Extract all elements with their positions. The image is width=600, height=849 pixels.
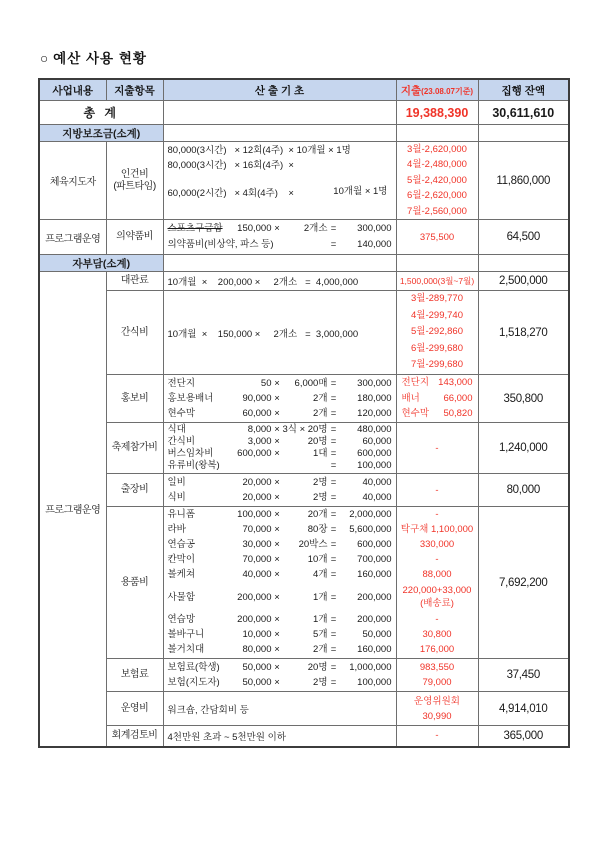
item-labor [106, 142, 163, 220]
formula-line [168, 522, 392, 537]
labor-formula-2: 80,000(3시간) × 16회(4주) × [167, 160, 294, 171]
labor-formula-shared-factor: 10개월 × 1명 [333, 186, 388, 197]
equals-sign: = [330, 524, 337, 535]
spend-amount: 79,000 [422, 677, 452, 688]
quantity: 2명 [313, 677, 328, 688]
item-name: 연습망 [167, 614, 196, 625]
quantity: 20명 [307, 662, 328, 673]
item-name: 볼바구니 [167, 629, 205, 640]
item-audit: 회계검토비 [106, 726, 163, 747]
item-name: 유니폼 [167, 509, 196, 520]
spend-committee-label: 운영위원회 [414, 695, 460, 707]
medicine-balance: 64,500 [478, 220, 569, 255]
medicine-basis-cell [163, 220, 396, 255]
spend-amount: 983,550 [419, 662, 455, 673]
table-header-row [39, 79, 569, 101]
labor-formula-1: 80,000(3시간) × 12회(4주) × 10개월 × 1명 [167, 145, 351, 156]
audit-row [39, 726, 569, 747]
item-name: 버스임차비 [167, 448, 214, 459]
times-sign: × [274, 393, 280, 404]
times-sign: × [274, 509, 280, 520]
formula-line [168, 537, 392, 552]
item-name: 칸막이 [167, 554, 196, 565]
trip-row [39, 474, 569, 507]
spend-amount: 탁구채 1,100,000 [400, 524, 474, 535]
labor-spend-july: 7월-2,560,000 [407, 205, 467, 217]
item-name: 전단지 [167, 378, 196, 389]
formula-line [168, 582, 392, 612]
festival-basis-cell [163, 423, 396, 474]
equals-sign: = [330, 644, 337, 655]
rent-basis: 10개월 × 200,000 × 2개소 = 4,000,000 [167, 277, 359, 289]
times-sign: × [274, 424, 280, 435]
empty-cell [478, 255, 569, 272]
spend-amount: 50,820 [443, 408, 473, 420]
quantity: 2개 [313, 393, 328, 404]
grand-total-spend: 19,388,390 [396, 101, 478, 125]
labor-spend-april: 4월-2,480,000 [407, 159, 467, 171]
quantity: 1개 [313, 591, 328, 603]
item-promo: 홍보비 [106, 375, 163, 423]
circle-bullet-icon: ○ [40, 51, 50, 66]
times-sign: × [274, 644, 280, 655]
amount: 180,000 [357, 393, 392, 404]
amount: 5,600,000 [349, 524, 392, 535]
rent-row [39, 272, 569, 291]
supplies-balance: 7,692,200 [478, 507, 569, 659]
budget-table [38, 78, 570, 748]
audit-basis: 4천만원 초과 ~ 5천만원 이하 [167, 731, 286, 743]
subsidy-subtotal-label: 지방보조금(소계) [39, 125, 163, 142]
unit-price: 50,000 [242, 662, 272, 673]
unit-price: 50,000 [242, 677, 272, 688]
amount: 700,000 [357, 554, 392, 565]
formula-line [168, 221, 392, 237]
formula-line [168, 552, 392, 567]
spend-header-label: 지출 [400, 84, 422, 97]
spend-amount: 30,990 [422, 710, 452, 722]
selfpay-subtotal-label: 자부담(소계) [39, 255, 163, 272]
amount: 50,000 [362, 629, 392, 640]
item-name: 사물함 [167, 591, 196, 603]
trip-balance: 80,000 [478, 474, 569, 507]
supplies-spend-cell [396, 507, 478, 659]
grand-total-label: 총 계 [39, 101, 163, 125]
unit-price: 200,000 [237, 614, 272, 625]
item-medicine: 의약품비 [106, 220, 163, 255]
unit-price: 150,000 [237, 223, 272, 235]
grand-total-row [39, 101, 569, 125]
promo-basis-cell [163, 375, 396, 423]
labor-spend-june: 6월-2,620,000 [407, 190, 467, 202]
amount: 300,000 [357, 378, 392, 389]
equals-sign: = [330, 569, 337, 580]
snack-spend-march: 3월-289,770 [411, 293, 463, 305]
quantity: 3식 × 20명 [282, 424, 328, 435]
labor-spend-may: 5월-2,420,000 [407, 174, 467, 186]
unit-price: 30,000 [242, 539, 272, 550]
equals-sign: = [330, 591, 337, 603]
unit-price: 60,000 [242, 408, 272, 419]
equals-sign: = [330, 239, 337, 251]
labor-basis-cell [163, 142, 396, 220]
snack-balance: 1,518,270 [478, 291, 569, 375]
item-name: 유류비(왕복) [167, 460, 220, 471]
item-name: 홍보용배너 [167, 393, 214, 404]
formula-line [168, 237, 392, 253]
item-name: 일비 [167, 477, 186, 488]
supplies-row [39, 507, 569, 659]
times-sign: × [274, 539, 280, 550]
equals-sign: = [330, 393, 337, 404]
labor-formula-3: 60,000(2시간) × 4회(4주) × [167, 188, 294, 199]
equals-sign: = [330, 662, 337, 673]
equals-sign: = [330, 424, 337, 435]
col-header-item: 지출항목 [106, 79, 163, 101]
equals-sign: = [330, 677, 337, 688]
amount: 120,000 [357, 408, 392, 419]
empty-cell [478, 125, 569, 142]
item-rent: 대관료 [106, 272, 163, 291]
snack-spend-cell [396, 291, 478, 375]
times-sign: × [274, 223, 280, 235]
times-sign: × [274, 662, 280, 673]
insurance-basis-cell [163, 659, 396, 692]
operations-basis: 워크숍, 간담회비 등 [167, 704, 249, 716]
unit-price: 70,000 [242, 554, 272, 565]
selfpay-subtotal-row [39, 255, 569, 272]
item-name: 현수막 [167, 408, 196, 419]
unit-price: 10,000 [242, 629, 272, 640]
trip-basis-cell [163, 474, 396, 507]
item-name: 스포츠구급함 [167, 223, 223, 235]
promo-spend-line [397, 406, 478, 422]
formula-line [168, 391, 392, 406]
equals-sign: = [330, 614, 337, 625]
formula-line [168, 567, 392, 582]
equals-sign: = [330, 477, 337, 488]
promo-spend-cell [396, 375, 478, 423]
subsidy-subtotal-row [39, 125, 569, 142]
amount: 200,000 [357, 614, 392, 625]
snack-row [39, 291, 569, 375]
item-name: 보험료(학생) [167, 662, 220, 673]
unit-price: 600,000 [237, 448, 272, 459]
col-header-balance: 집행 잔액 [478, 79, 569, 101]
insurance-row [39, 659, 569, 692]
spend-amount: 143,000 [438, 377, 473, 389]
equals-sign: = [330, 554, 337, 565]
times-sign: × [274, 408, 280, 419]
item-name: 간식비 [167, 436, 196, 447]
item-name: 볼케쳐 [167, 569, 196, 580]
amount: 100,000 [357, 460, 392, 471]
insurance-spend-cell [396, 659, 478, 692]
quantity: 1대 [313, 448, 328, 459]
promo-spend-line [397, 375, 478, 391]
formula-line [168, 490, 392, 505]
amount: 40,000 [362, 492, 392, 503]
times-sign: × [274, 677, 280, 688]
grand-total-balance: 30,611,610 [478, 101, 569, 125]
col-header-spend [396, 79, 478, 101]
equals-sign: = [330, 629, 337, 640]
unit-price: 20,000 [242, 477, 272, 488]
labor-cost-row [39, 142, 569, 220]
times-sign: × [274, 448, 280, 459]
amount: 160,000 [357, 569, 392, 580]
operations-balance: 4,914,010 [478, 692, 569, 726]
item-festival: 축제참가비 [106, 423, 163, 474]
amount: 60,000 [362, 436, 392, 447]
quantity: 2개 [313, 644, 328, 655]
unit-price: 100,000 [237, 509, 272, 520]
festival-row [39, 423, 569, 474]
unit-price: 90,000 [242, 393, 272, 404]
quantity: 5개 [313, 629, 328, 640]
spend-amount: - [435, 614, 439, 625]
page-title [40, 47, 147, 67]
amount: 300,000 [357, 223, 392, 235]
shipping-note: (배송료) [420, 598, 454, 609]
times-sign: × [274, 554, 280, 565]
amount: 40,000 [362, 477, 392, 488]
quantity: 20박스 [298, 539, 328, 550]
equals-sign: = [330, 223, 337, 235]
formula-line [168, 507, 392, 522]
amount: 600,000 [357, 539, 392, 550]
business-sports-leader: 체육지도자 [39, 142, 106, 220]
equals-sign: = [330, 509, 337, 520]
unit-price: 80,000 [242, 644, 272, 655]
times-sign: × [274, 477, 280, 488]
quantity: 4개 [313, 569, 328, 580]
labor-spend-cell [396, 142, 478, 220]
item-name: 라바 [167, 524, 186, 535]
times-sign: × [274, 591, 280, 603]
amount: 480,000 [357, 424, 392, 435]
quantity: 1개 [313, 614, 328, 625]
spend-amount: 66,000 [443, 392, 473, 404]
grand-total-basis [163, 101, 396, 125]
equals-sign: = [330, 436, 337, 447]
medicine-cost-row [39, 220, 569, 255]
equals-sign: = [330, 460, 337, 471]
item-snack: 간식비 [106, 291, 163, 375]
unit-price: 20,000 [242, 492, 272, 503]
item-name: 연습공 [167, 539, 196, 550]
amount: 160,000 [357, 644, 392, 655]
formula-line [168, 660, 392, 675]
spend-amount: 176,000 [419, 644, 455, 655]
spend-amount: - [435, 554, 439, 565]
equals-sign: = [330, 378, 337, 389]
spend-header-note: (23.08.07기준) [421, 86, 474, 96]
item-name: 식대 [167, 424, 186, 435]
col-header-business: 사업내용 [39, 79, 106, 101]
quantity: 20개 [307, 509, 328, 520]
times-sign: × [274, 524, 280, 535]
times-sign: × [274, 378, 280, 389]
quantity: 6,000매 [294, 378, 328, 389]
item-labor-line1: 인건비 [120, 168, 149, 180]
formula-line [168, 424, 392, 436]
spend-item-name: 배너 [401, 392, 420, 404]
formula-line [168, 436, 392, 448]
equals-sign: = [330, 408, 337, 419]
formula-line [168, 376, 392, 391]
spend-amount: 88,000 [422, 569, 452, 580]
formula-line [168, 460, 392, 472]
item-insurance: 보험료 [106, 659, 163, 692]
snack-spend-april: 4월-299,740 [411, 309, 463, 321]
audit-balance: 365,000 [478, 726, 569, 747]
amount: 140,000 [357, 239, 392, 251]
festival-spend: - [396, 423, 478, 474]
promo-balance: 350,800 [478, 375, 569, 423]
empty-cell [163, 255, 396, 272]
operations-spend-cell [396, 692, 478, 726]
item-name: 볼거치대 [167, 644, 205, 655]
amount: 1,000,000 [349, 662, 392, 673]
item-supplies: 용품비 [106, 507, 163, 659]
quantity: 10개 [307, 554, 328, 565]
item-labor-line2: (파트타임) [113, 180, 156, 192]
formula-line [168, 675, 392, 690]
empty-cell [396, 255, 478, 272]
empty-cell [396, 125, 478, 142]
spend-amount-with-shipping [397, 582, 478, 612]
spend-item-name: 전단지 [401, 377, 430, 389]
insurance-balance: 37,450 [478, 659, 569, 692]
item-trip: 출장비 [106, 474, 163, 507]
formula-line [168, 448, 392, 460]
unit-price: 40,000 [242, 569, 272, 580]
unit-price: 50 [260, 378, 272, 389]
rent-spend: 1,500,000(3월~7월) [396, 272, 478, 291]
formula-line [168, 642, 392, 657]
spend-amount: 330,000 [419, 539, 455, 550]
formula-line [168, 627, 392, 642]
business-program-operation-1: 프로그램운영 [39, 220, 106, 255]
unit-price: 200,000 [237, 591, 272, 603]
snack-spend-june: 6월-299,680 [411, 342, 463, 354]
spend-amount: 30,800 [422, 629, 452, 640]
rent-balance: 2,500,000 [478, 272, 569, 291]
snack-spend-may: 5월-292,860 [411, 326, 463, 338]
quantity: 2개 [313, 408, 328, 419]
audit-spend: - [396, 726, 478, 747]
empty-cell [163, 125, 396, 142]
supplies-basis-cell [163, 507, 396, 659]
formula-line [168, 406, 392, 421]
page-title-text: 예산 사용 현황 [53, 51, 147, 66]
unit-price: 8,000 [247, 424, 272, 435]
times-sign: × [274, 436, 280, 447]
amount: 600,000 [357, 448, 392, 459]
item-operations: 운영비 [106, 692, 163, 726]
times-sign: × [274, 614, 280, 625]
item-name: 보험(지도자) [167, 677, 220, 688]
spend-amount: - [435, 509, 439, 520]
times-sign: × [274, 492, 280, 503]
formula-line [168, 612, 392, 627]
operations-row [39, 692, 569, 726]
promo-spend-line [397, 391, 478, 407]
snack-basis: 10개월 × 150,000 × 2개소 = 3,000,000 [167, 328, 359, 340]
labor-spend-march: 3월-2,620,000 [407, 144, 467, 155]
formula-line [168, 475, 392, 490]
business-program-operation-2: 프로그램운영 [39, 272, 106, 747]
amount: 100,000 [357, 677, 392, 688]
quantity: 2개소 [303, 223, 328, 235]
item-name: 식비 [167, 492, 186, 503]
spend-item-name: 현수막 [401, 408, 430, 420]
quantity: 80장 [307, 524, 328, 535]
times-sign: × [274, 569, 280, 580]
equals-sign: = [330, 448, 337, 459]
amount: 2,000,000 [349, 509, 392, 520]
quantity: 20명 [307, 436, 328, 447]
spend-amount: 220,000+33,000 [402, 585, 472, 596]
festival-balance: 1,240,000 [478, 423, 569, 474]
col-header-basis: 산 출 기 초 [163, 79, 396, 101]
item-name: 의약품비(비상약, 파스 등) [167, 239, 274, 251]
snack-spend-july: 7월-299,680 [411, 359, 463, 371]
promo-row [39, 375, 569, 423]
trip-spend: - [396, 474, 478, 507]
quantity: 2명 [313, 492, 328, 503]
equals-sign: = [330, 539, 337, 550]
quantity: 2명 [313, 477, 328, 488]
equals-sign: = [330, 492, 337, 503]
labor-balance: 11,860,000 [478, 142, 569, 220]
amount: 200,000 [357, 591, 392, 603]
times-sign: × [274, 629, 280, 640]
unit-price: 3,000 [247, 436, 272, 447]
unit-price: 70,000 [242, 524, 272, 535]
medicine-spend: 375,500 [396, 220, 478, 255]
